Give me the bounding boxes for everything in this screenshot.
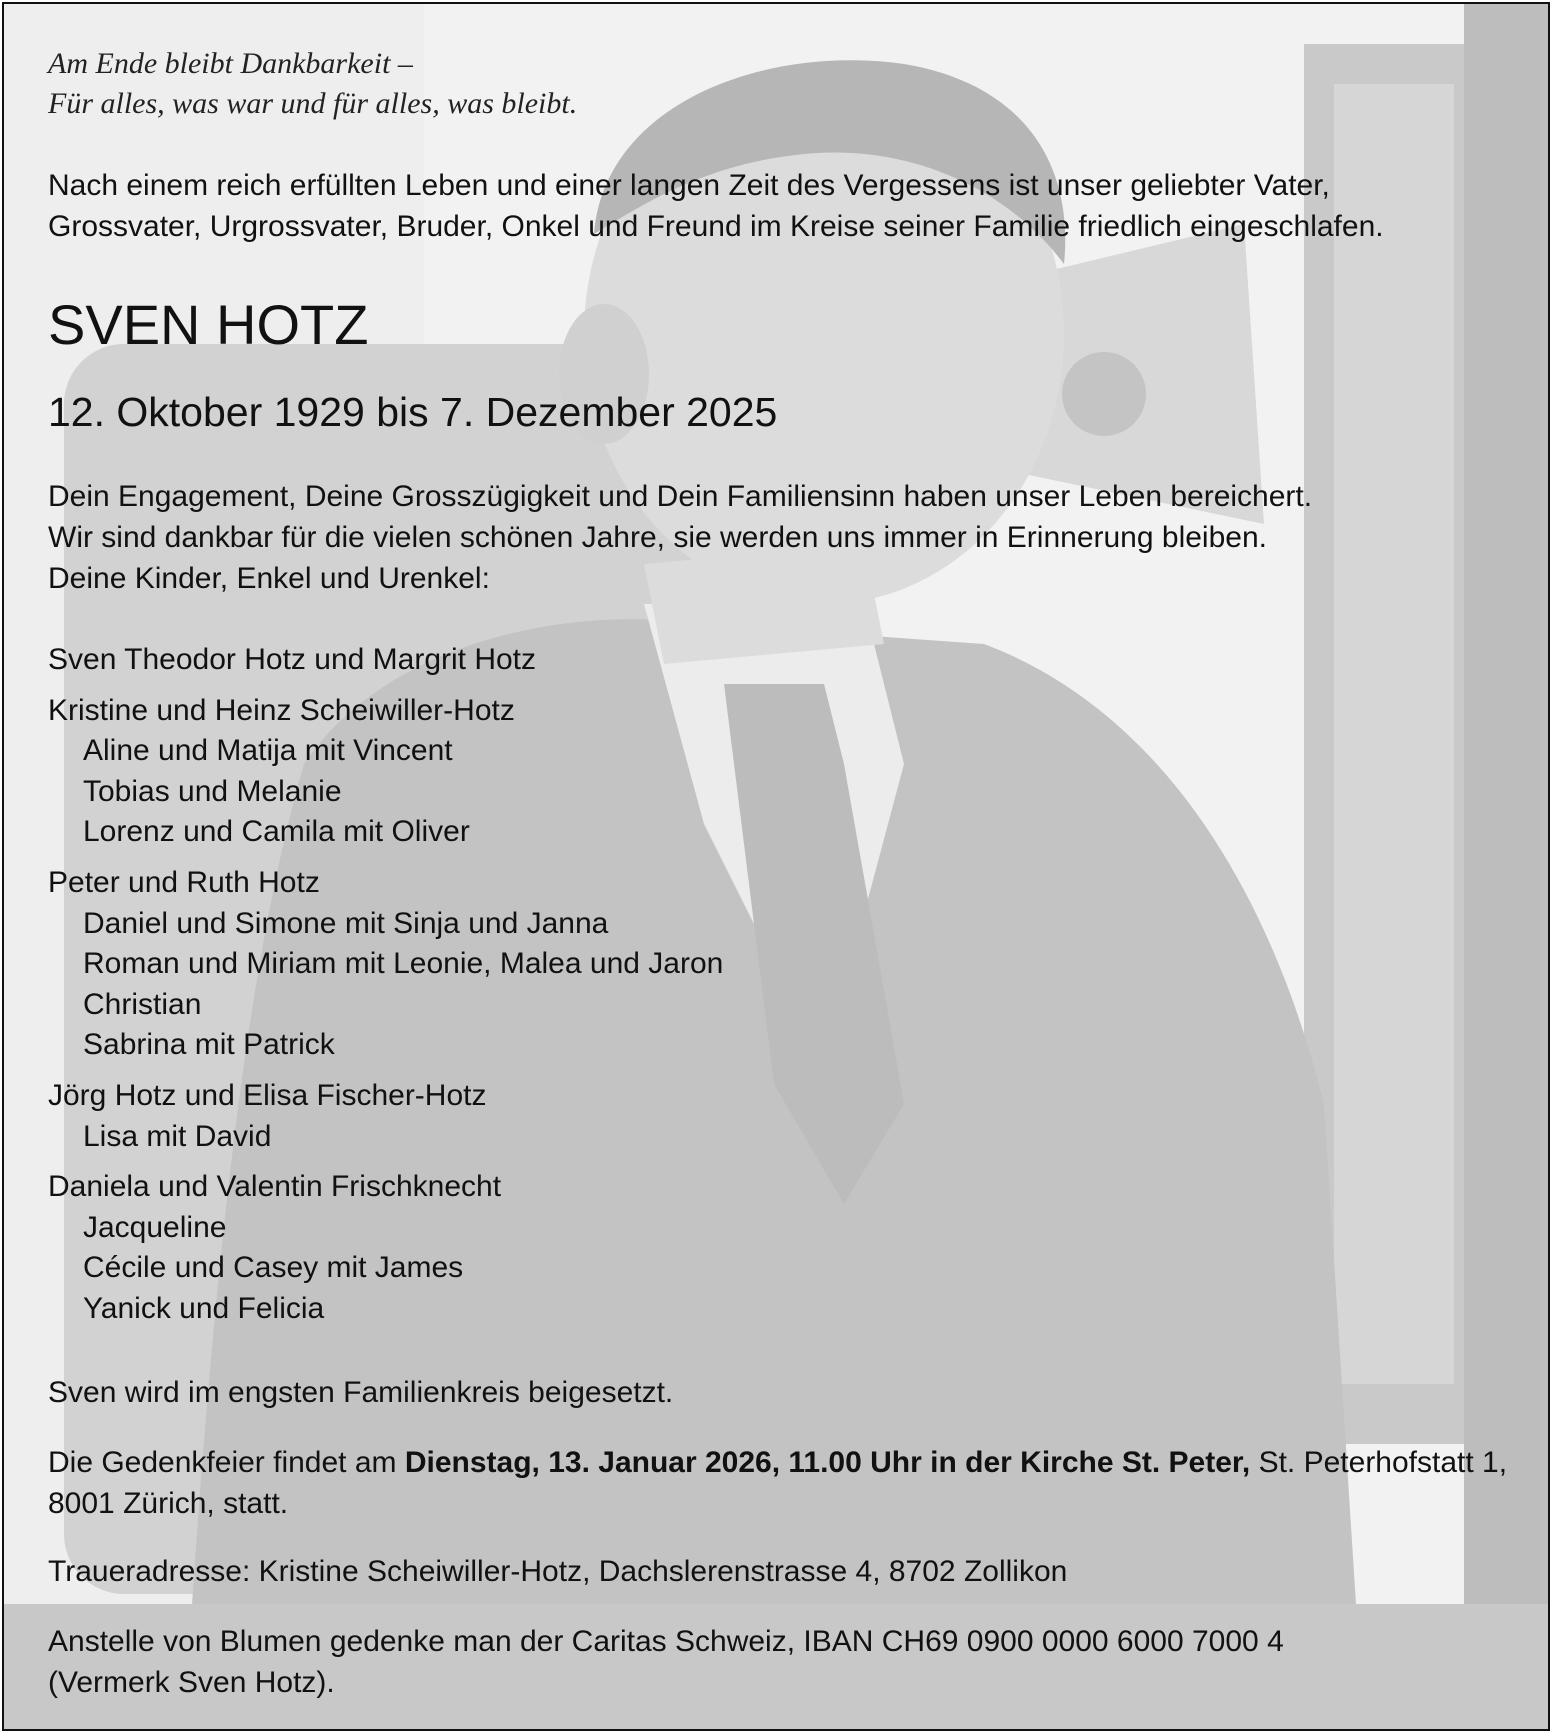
family-group	[48, 691, 1048, 853]
family-member: Roman und Miriam mit Leonie, Malea und Jaron	[83, 947, 724, 981]
obituary-notice	[2, 2, 1550, 1731]
donation-line: (Vermerk Sven Hotz).	[48, 1666, 335, 1699]
family-member: Lorenz und Camila mit Oliver	[83, 815, 470, 849]
family-list	[48, 640, 1048, 1340]
intro-line: Grossvater, Urgrossvater, Bruder, Onkel und Freund im Kreise seiner Familie friedlich eingeschlafen.	[48, 210, 1384, 243]
memorial-service	[48, 1442, 1507, 1524]
motto-line: Am Ende bleibt Dankbarkeit –	[48, 47, 413, 80]
family-member: Yanick und Felicia	[83, 1291, 325, 1325]
family-member: Sabrina mit Patrick	[83, 1028, 335, 1062]
family-member: Jacqueline	[83, 1210, 227, 1244]
family-head: Sven Theodor Hotz und Margrit Hotz	[48, 643, 537, 676]
intro-line: Nach einem reich erfüllten Leben und einer langen Zeit des Vergessens ist unser geliebter Vater,	[48, 169, 1330, 202]
family-group	[48, 863, 1048, 1066]
memorial-line	[48, 1442, 1507, 1483]
family-head: Daniela und Valentin Frischknecht	[48, 1170, 502, 1204]
memorial-date-place: Dienstag, 13. Januar 2026, 11.00 Uhr in der Kirche St. Peter,	[404, 1446, 1251, 1479]
memorial-prefix: Die Gedenkfeier findet am	[48, 1446, 405, 1479]
tribute-line: Deine Kinder, Enkel und Urenkel:	[48, 562, 490, 595]
memorial-line: 8001 Zürich, statt.	[48, 1487, 289, 1520]
donation-note	[48, 1621, 1284, 1703]
memorial-suffix: St. Peterhofstatt 1,	[1250, 1446, 1508, 1479]
tribute-line: Wir sind dankbar für die vielen schönen Jahre, sie werden uns immer in Erinnerung bleiben.	[48, 521, 1267, 554]
intro-paragraph	[48, 165, 1384, 247]
motto-line: Für alles, was war und für alles, was bleibt.	[48, 87, 578, 120]
family-member: Lisa mit David	[83, 1119, 272, 1153]
donation-line: Anstelle von Blumen gedenke man der Caritas Schweiz, IBAN CH69 0900 0000 6000 7000 4	[48, 1625, 1284, 1658]
burial-note: Sven wird im engsten Familienkreis beigesetzt.	[48, 1376, 674, 1409]
family-group	[48, 1076, 1048, 1157]
family-head: Jörg Hotz und Elisa Fischer-Hotz	[48, 1078, 487, 1112]
family-group	[48, 1167, 1048, 1329]
mourning-address: Traueradresse: Kristine Scheiwiller-Hotz, Dachslerenstrasse 4, 8702 Zollikon	[48, 1555, 1068, 1588]
family-member: Tobias und Melanie	[83, 774, 342, 808]
family-head: Kristine und Heinz Scheiwiller-Hotz	[48, 693, 515, 727]
motto	[48, 44, 577, 124]
family-head: Peter und Ruth Hotz	[48, 865, 320, 899]
family-member: Cécile und Casey mit James	[83, 1251, 464, 1285]
tribute-line: Dein Engagement, Deine Grosszügigkeit und Dein Familiensinn haben unser Leben bereichert.	[48, 480, 1313, 513]
family-member: Daniel und Simone mit Sinja und Janna	[83, 906, 609, 940]
family-group	[48, 640, 1048, 681]
tribute-paragraph	[48, 476, 1312, 599]
life-dates: 12. Oktober 1929 bis 7. Dezember 2025	[48, 389, 778, 435]
family-member: Christian	[83, 987, 202, 1021]
family-member: Aline und Matija mit Vincent	[83, 734, 453, 768]
deceased-name: SVEN HOTZ	[48, 293, 369, 356]
